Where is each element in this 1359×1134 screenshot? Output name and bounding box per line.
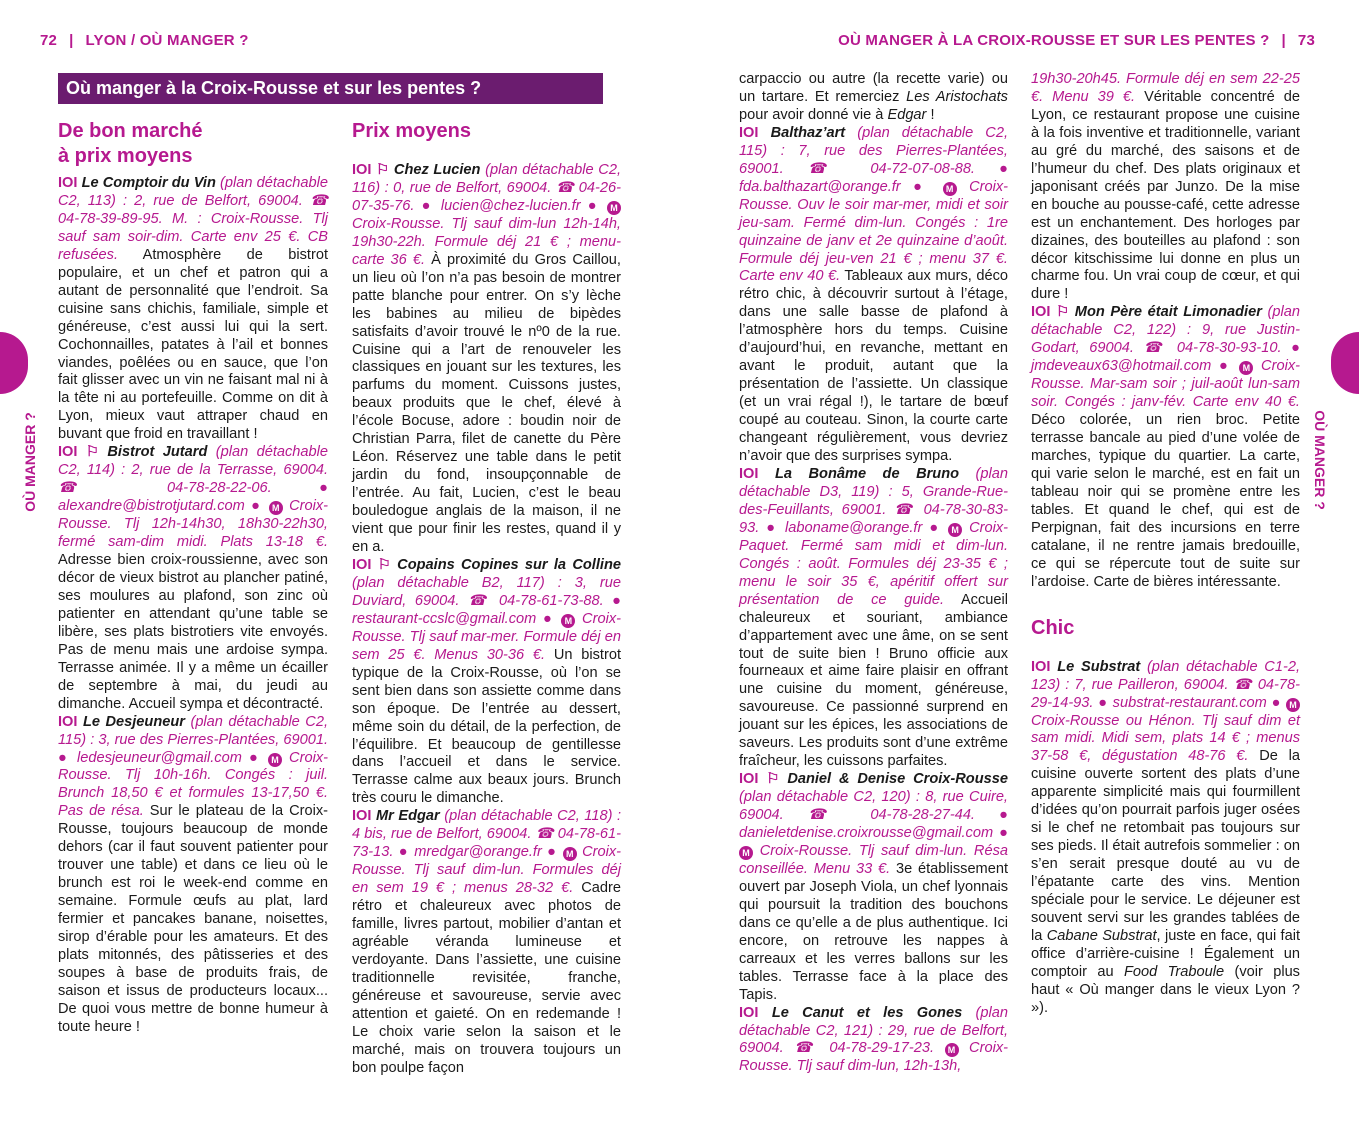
restaurant-description: Atmosphère de bistrot populaire, et un chef et patron qui a autant de personnalité que l’endroit. Sa cuisine sans chichis, familiale, simple et généreuse, c’est aussi lui qui la sert. Cochonnailles, patates à l’ail et bonnes viandes, poêlées ou en sauce, que l’on fait glisser avec un vin ne faisant mal ni à la tête ni au portefeuille. Comme on dit à Lyon, mieux vaut attraper chaud en buvant que froid en travaillant !: [58, 246, 328, 443]
restaurant-icon: IOI: [58, 444, 78, 461]
column-3: [739, 71, 1008, 1076]
terrace-icon: ⚐: [377, 556, 391, 573]
restaurant-name: Mr Edgar: [375, 808, 440, 825]
restaurant-info: (plan détachable C1-2, 123) : 7, rue Pailleron, 69004. ☎ 04-78-29-14-93. ● substrat-restaurant.com ●: [1031, 658, 1300, 711]
restaurant-info-metro: Croix-Rousse ou Hénon. Tlj sauf dim et sam midi. Midi sem, plats 14 € ; menus 37-58 €, dégustation 48-76 €.: [1031, 712, 1300, 765]
restaurant-name: Bistrot Jutard: [107, 444, 208, 461]
restaurant-description: Adresse bien croix-roussienne, avec son décor de vieux bistrot au plancher patiné, ses moulures au plafond, son zinc où patienter en attendant qu’une table se libère, ses plats bistrotiers vite envoyés. Pas de menu mais une ardoise sympa. Terrasse animée. Il y a même un écailler de septembre à mai, du jeudi au dimanche. Accueil sympa et décontracté.: [58, 552, 328, 712]
entry-daniel-denise: [739, 771, 1008, 1004]
entry-chez-lucien: [352, 162, 621, 557]
metro-icon: M: [268, 753, 282, 767]
left-side-label: OÙ MANGER ?: [22, 412, 38, 512]
restaurant-icon: IOI: [739, 771, 759, 788]
restaurant-name: Copains Copines sur la Colline: [397, 556, 621, 573]
entry-la-boname-de-bruno: [739, 466, 1008, 771]
restaurant-info: (plan détachable B2, 117) : 3, rue Duviard, 69004. ☎ 04-78-61-73-88. ● restaurant-ccslc@gmail.com ●: [352, 574, 621, 627]
section-banner: Où manger à la Croix-Rousse et sur les pentes ?: [58, 73, 603, 104]
restaurant-description: À proximité du Gros Caillou, un lieu où l’on n’a pas besoin de montrer patte blanche pour entrer. On s’y lèche les babines au milieu de bipèdes satisfaits d’avoir trouvé le nº0 de la rue. Cuisine qui a l’art de renouveler les classiques en jouant sur les textures, les parfums du moment. Cuissons justes, beaux produits que le chef, élevé à l’école Bocuse, adore : boudin noir de Christian Parra, filet de canette du Père Léon. Réservez une table dans le petit jardin du fond, insoupçonnable de l’entrée. Au fait, Lucien, c’est le beau bouledogue anglais de la maison, il ne vient que pour finir les restes, quand il y en a.: [352, 251, 621, 556]
restaurant-icon: IOI: [352, 808, 372, 825]
restaurant-name: Daniel & Denise Croix-Rousse: [787, 771, 1008, 788]
column-4: [1031, 71, 1300, 1018]
left-chapter-title: LYON / OÙ MANGER ?: [85, 32, 249, 49]
restaurant-icon: IOI: [58, 175, 78, 191]
terrace-icon: ⚐: [85, 444, 99, 461]
entry-le-desjeuneur: [58, 714, 328, 1037]
left-page-number: 72: [40, 32, 58, 49]
continued-entry: 19h30-20h45. Formule déj en sem 22-25 €. Menu 39 €. Véritable concentré de Lyon, ce restaurant propose une cuisine à la fois inventive et traditionnelle, variant au gré du marché, des saisons et de l’humeur du chef. Des plats originaux et japonisant créés par Junzo. De la mise en bouche au pousse-café, cette adresse est un enchantement. Des horloges par dizaines, des bouteilles au plafond : son décor kitschissime lui donne en plus un charme fou. Un vrai coup de cœur, et qui dure !: [1031, 71, 1300, 303]
restaurant-info-metro: Croix-Rousse. Mar-sam soir ; juil-août lun-sam soir. Congés : janv-fév. Carte env 40 €.: [1031, 358, 1300, 411]
entry-copains-copines: [352, 557, 621, 808]
right-chapter-title: OÙ MANGER À LA CROIX-ROUSSE ET SUR LES PENTES ?: [838, 32, 1270, 49]
heading-budget: De bon marché à prix moyens: [58, 120, 203, 167]
restaurant-name: Mon Père était Limonadier: [1074, 304, 1262, 321]
restaurant-name: Le Desjeuneur: [82, 713, 185, 730]
restaurant-description: Accueil chaleureux et souriant, ambiance d’appartement avec une âme, on se sent tout de suite bien ! Bruno officie aux fourneaux et aime faire plaisir en offrant une cuisine du moment, généreuse, savoureuse. Ce passionné surprend en jouant sur les épices, les associations de saveurs. Les produits sont d’une extrême fraîcheur, les cuissons parfaites.: [739, 591, 1008, 770]
terrace-icon: ⚐: [376, 162, 390, 178]
entry-balthazart: [739, 125, 1008, 466]
restaurant-name: Chez Lucien: [393, 162, 481, 178]
column-1: [58, 119, 328, 1037]
metro-icon: M: [943, 182, 957, 196]
right-thumb-tab: [1331, 332, 1359, 394]
right-side-label: OÙ MANGER ?: [1312, 410, 1328, 510]
metro-icon: M: [739, 846, 753, 860]
column-2: [352, 119, 621, 1078]
heading-chic: Chic: [1031, 616, 1075, 639]
left-running-header: 72 | LYON / OÙ MANGER ?: [40, 32, 249, 49]
restaurant-name: Le Comptoir du Vin: [81, 175, 216, 191]
restaurant-description: Déco colorée, un rien broc. Petite terrasse bancale au pied d’une volée de marches, typique du quartier. La carte, qui varie selon le marché, est en fait un tableau noir qui se promène entre les tables. Et quand le chef, qui est de Perpignan, fait des incursions en terre catalane, il ne rentre jamais bredouille, ce qui se répercute tout de suite sur l’ardoise. Carte de bières intéressante.: [1031, 412, 1300, 590]
restaurant-info: (plan détachable C2, 122) : 9, rue Justin-Godart, 69004. ☎ 04-78-30-93-10. ● jmdeveaux63@hotmail.com ●: [1031, 304, 1300, 375]
restaurant-info-metro: Croix-Rousse. Ouv le soir mar-mer, midi et soir jeu-sam. Fermé dim-lun. Congés : 1re quinzaine de janv et 2e quinzaine d’août. Formule déj jeu-ven 21 € ; menu 37 €. Carte env 40 €.: [739, 178, 1008, 285]
restaurant-info: (plan détachable C2, 113) : 2, rue de Belfort, 69004. ☎ 04-78-39-89-95. M. : Croix-Rousse. Tlj sauf sam soir-dim. Carte env 25 €. CB refusées.: [58, 175, 328, 263]
entry-mon-pere-etait-limonadier: [1031, 304, 1300, 591]
entry-comptoir-du-vin: [58, 175, 328, 444]
restaurant-info-metro: Croix-Rousse. Tlj sauf dim-lun. Formules déj en sem 19 € ; menus 28-32 €.: [352, 844, 621, 897]
restaurant-info-metro: Croix-Rousse. Tlj sauf dim-lun, 12h-13h,: [739, 1040, 1008, 1075]
restaurant-description: Sur le plateau de la Croix-Rousse, toujours beaucoup de monde dehors (car il faut souvent patienter pour trouver une table) et dans ce lieu où le brunch est roi le week-end comme en semaine. Formule œufs au plat, lard fermier et pancakes banane, noisettes, sirop d’érable pour les amateurs. Et des plats mitonnés, des pâtisseries et des soupes à base de produits frais, de saison et issus de producteurs locaux... De quoi vous mettre de bonne humeur à toute heure !: [58, 803, 329, 1035]
restaurant-info: (plan détachable C2, 116) : 0, rue de Belfort, 69004. ☎ 04-26-07-35-76. ● lucien@chez-lucien.fr ●: [352, 162, 622, 214]
right-running-header: OÙ MANGER À LA CROIX-ROUSSE ET SUR LES PENTES ? | 73: [838, 32, 1315, 49]
restaurant-info: (plan détachable C2, 115) : 7, rue des Pierres-Plantées, 69001. ☎ 04-72-07-08-88. ● fda.balthazart@orange.fr ●: [739, 124, 1008, 195]
restaurant-icon: IOI: [739, 124, 759, 141]
restaurant-info-metro: Croix-Paquet. Fermé sam midi et dim-lun. Congés : août. Formules déj 23-35 € ; menu le soir 35 €, apéritif offert sur présentation de ce guide.: [739, 519, 1008, 608]
restaurant-name: Le Substrat: [1057, 658, 1141, 675]
metro-icon: M: [948, 523, 962, 537]
restaurant-info: (plan détachable C2, 120) : 8, rue Cuire, 69004. ☎ 04-78-28-27-44. ● danieletdenise.croixrousse@gmail.com ●: [739, 789, 1008, 842]
heading-mid-price: Prix moyens: [352, 120, 471, 142]
restaurant-icon: IOI: [58, 713, 78, 730]
metro-icon: M: [1286, 698, 1300, 712]
restaurant-info: (plan détachable C2, 118) : 4 bis, rue de Belfort, 69004. ☎ 04-78-61-73-13. ● mredgar@orange.fr ●: [352, 808, 622, 861]
right-page-number: 73: [1297, 32, 1315, 49]
metro-icon: M: [563, 847, 577, 861]
restaurant-info-metro: Croix-Rousse. Tlj sauf dim-lun. Résa conseillée. Menu 33 €.: [739, 842, 1008, 877]
restaurant-info-metro: Croix-Rousse. Tlj 10h-16h. Congés : juil. Brunch 18,50 € et formules 13-17,50 €. Pas de résa.: [58, 749, 328, 820]
entry-bistrot-jutard: [58, 444, 328, 713]
restaurant-description: Un bistrot typique de la Croix-Rousse, où l’on se sent bien dans son assiette comme dans son époque. De l’entrée au dessert, même soin du détail, de la perfection, de l’équilibre. Et beaucoup de gentillesse dans l’accueil et dans le service. Terrasse calme aux beaux jours. Brunch très couru le dimanche.: [352, 646, 621, 807]
restaurant-info: (plan détachable C2, 114) : 2, rue de la Terrasse, 69004. ☎ 04-78-28-22-06. ● alexandre@bistrotjutard.com ●: [58, 444, 328, 515]
restaurant-description: Cadre rétro et chaleureux avec photos de famille, livres partout, mobilier d’antan et agréable véranda lumineuse et verdoyante. Dans l’assiette, une cuisine traditionnelle revisitée, franche, généreuse et savoureuse, servie avec attention et gaieté. On en redemande ! Le choix varie selon la saison et le marché, mais on trouvera toujours un bon poulpe façon: [352, 880, 621, 1076]
restaurant-icon: IOI: [1031, 658, 1051, 675]
metro-icon: M: [561, 614, 575, 628]
metro-icon: M: [269, 501, 283, 515]
restaurant-info-metro: Croix-Rousse. Tlj 12h-14h30, 18h30-22h30, fermé sam-dim midi. Plats 13-18 €.: [58, 498, 328, 551]
terrace-icon: ⚐: [1056, 304, 1070, 321]
terrace-icon: ⚐: [766, 771, 780, 788]
restaurant-name: Le Canut et les Gones: [771, 1004, 963, 1021]
restaurant-icon: IOI: [739, 1004, 759, 1021]
restaurant-description: 3e établissement ouvert par Joseph Viola, un chef lyonnais qui poursuit la tradition des bouchons dans ce qu’elle a de plus authentique. Ici encore, on retrouve les nappes à carreaux et les verres ballons sur les tables. Terrasse face à la place des Tapis.: [739, 860, 1009, 1003]
restaurant-info: (plan détachable C2, 121) : 29, rue de Belfort, 69004. ☎ 04-78-29-17-23.: [739, 1004, 1008, 1057]
metro-icon: M: [1239, 361, 1253, 375]
restaurant-info-metro: Croix-Rousse. Tlj sauf mar-mer. Formule déj en sem 25 €. Menus 30-36 €.: [352, 610, 621, 663]
entry-le-substrat: IOI Le Substrat (plan détachable C1-2, 123) : 7, rue Pailleron, 69004. ☎ 04-78-29-14-93. ● substrat-restaurant.com ● M Croix-Rousse ou Hénon. Tlj sauf dim et sam midi. Midi sem, plats 14 € ; menus 37-58 €, dégustation 48-76 €. De la cuisine ouverte sortent des plats d’une apparente simplicité mais qui fourmillent d’idées qu’on pourrait parfois juger osées si le chef ne retombait pas toujours sur ses pieds. Il était autrefois sommelier : on s’en serait presque douté au vu de l’épatante carte des vins. Mention spéciale pour le service. Le déjeuner est souvent servi sur les grandes tablées de la Cabane Substrat, juste en face, qui fait office d’arrière-cuisine ! Également un comptoir au Food Traboule (voir plus haut « Où manger dans le vieux Lyon ? »).: [1031, 658, 1300, 1016]
restaurant-icon: IOI: [352, 556, 372, 573]
restaurant-info-metro: Croix-Rousse. Tlj sauf dim-lun 12h-14h, 19h30-22h. Formule déj 21 € ; menu-carte 36 €.: [352, 215, 621, 268]
left-thumb-tab: [0, 332, 28, 394]
metro-icon: M: [607, 201, 621, 215]
metro-icon: M: [945, 1043, 959, 1057]
entry-le-canut-et-les-gones: [739, 1005, 1008, 1077]
restaurant-icon: IOI: [1031, 304, 1051, 321]
entry-mr-edgar: [352, 808, 621, 1077]
restaurant-name: Balthaz’art: [770, 124, 846, 141]
restaurant-description: Tableaux aux murs, déco rétro chic, à découvrir surtout à l’étage, dans une salle basse de plafond à l’atmosphère hors du temps. Cuisine d’aujourd’hui, en revanche, mettant en avant le produit, autant que la présentation de l’assiette. Un classique (et un vrai régal !), le tartare de bœuf coupé au couteau. Sinon, la courte carte changeant régulièrement, vous devriez n’avoir que des surprises sympa.: [739, 268, 1008, 465]
restaurant-name: La Bonâme de Bruno: [774, 465, 960, 482]
restaurant-icon: IOI: [352, 162, 372, 178]
continued-text: carpaccio ou autre (la recette varie) ou un tartare. Et remerciez Les Aristochats pour avoir donné vie à Edgar !: [739, 71, 1008, 123]
restaurant-icon: IOI: [739, 465, 759, 482]
restaurant-info: (plan détachable D3, 119) : 5, Grande-Rue-des-Feuillants, 69001. ☎ 04-78-30-83-93. ● laboname@orange.fr ●: [739, 465, 1008, 536]
restaurant-description: De la cuisine ouverte sortent des plats d’une apparente simplicité mais qui fourmillent d’idées qu’on pourrait parfois juger osées si le chef ne retombait pas toujours sur ses pieds. Il était autrefois sommelier : on s’en serait presque douté au vu de l’épatante carte des vins. Mention spéciale pour le service. Le déjeuner est souvent servi sur les grandes tablées de la: [1031, 748, 1300, 944]
restaurant-info: (plan détachable C2, 115) : 3, rue des Pierres-Plantées, 69001. ● ledesjeuneur@gmail.com ●: [58, 713, 328, 766]
